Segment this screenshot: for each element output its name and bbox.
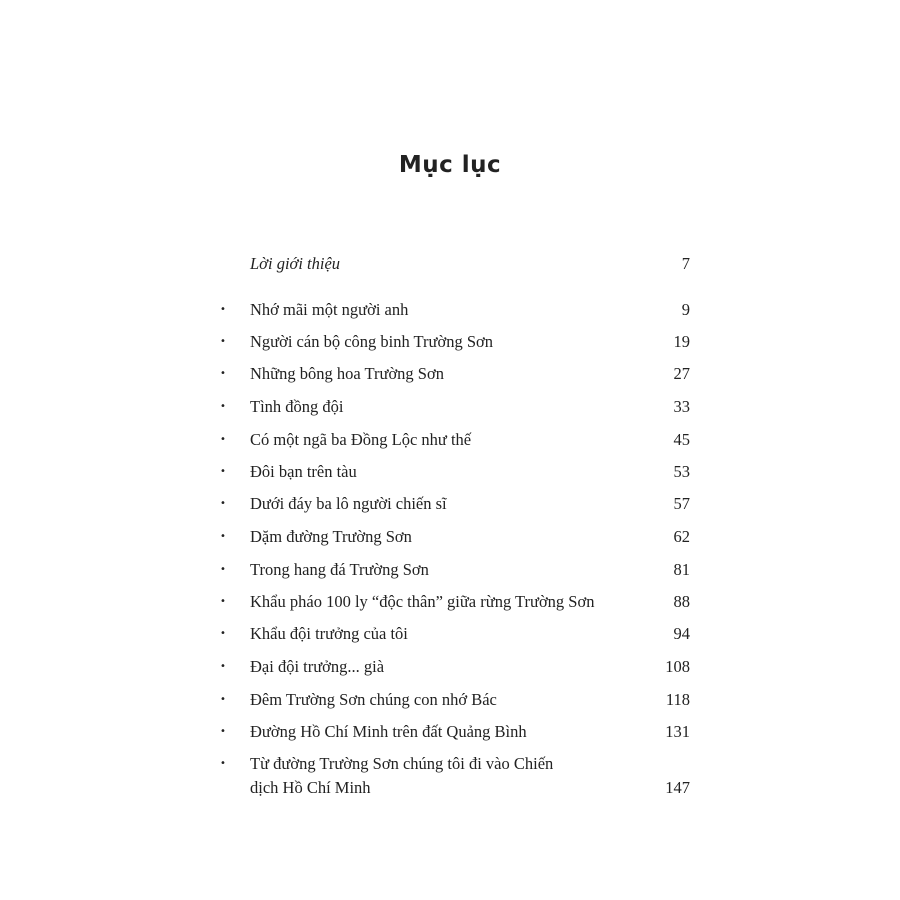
toc-entry-title: Đêm Trường Sơn chúng con nhớ Bác: [250, 690, 497, 709]
toc-entry-title: Khẩu đội trưởng của tôi: [250, 624, 408, 643]
toc-entry[interactable]: [220, 525, 690, 549]
toc-entry-page: 33: [673, 397, 690, 416]
toc-entry-title: Trong hang đá Trường Sơn: [250, 560, 429, 579]
toc-entry[interactable]: [220, 298, 690, 322]
toc-entry[interactable]: [220, 330, 690, 354]
toc-entry-page: 94: [673, 624, 690, 643]
toc-entry-page: 57: [673, 494, 690, 513]
toc-entry-page: 19: [673, 332, 690, 351]
toc-entry-page: 9: [681, 300, 690, 319]
bullet-icon: •: [220, 758, 226, 769]
toc-entry[interactable]: [220, 590, 690, 614]
toc-entry-page: 45: [673, 430, 690, 449]
toc-entry[interactable]: [220, 428, 690, 452]
bullet-icon: •: [220, 466, 226, 477]
toc-entry[interactable]: [220, 720, 690, 744]
toc-entry-page: 27: [673, 364, 690, 383]
toc-entry-page: 62: [673, 527, 690, 546]
bullet-icon: •: [220, 661, 226, 672]
toc-entry[interactable]: [220, 752, 690, 800]
bullet-icon: •: [220, 304, 226, 315]
bullet-icon: •: [220, 694, 226, 705]
toc-entry-title: Dặm đường Trường Sơn: [250, 527, 412, 546]
toc-entry[interactable]: [220, 622, 690, 646]
toc-entry-title: Người cán bộ công binh Trường Sơn: [250, 332, 493, 351]
toc-entry-title: Có một ngã ba Đồng Lộc như thế: [250, 430, 472, 449]
toc-entry-page: 131: [665, 722, 690, 741]
bullet-icon: •: [220, 401, 226, 412]
bullet-icon: •: [220, 434, 226, 445]
toc-entry-title: Nhớ mãi một người anh: [250, 300, 409, 319]
toc-entry-title: Đại đội trưởng... già: [250, 657, 385, 676]
bullet-icon: •: [220, 531, 226, 542]
bullet-icon: •: [220, 564, 226, 575]
toc-entry-title: Khẩu pháo 100 ly “độc thân” giữa rừng Trường Sơn: [250, 592, 595, 611]
toc-entry[interactable]: [220, 558, 690, 582]
toc-entry[interactable]: [220, 395, 690, 419]
toc-entry[interactable]: [220, 460, 690, 484]
toc-entry-title: Từ đường Trường Sơn chúng tôi đi vào Chiến dịch Hồ Chí Minh: [250, 754, 554, 797]
bullet-icon: •: [220, 336, 226, 347]
bullet-icon: •: [220, 368, 226, 379]
toc-entry-title: Những bông hoa Trường Sơn: [250, 364, 444, 383]
bullet-icon: •: [220, 596, 226, 607]
toc-entry-title: Dưới đáy ba lô người chiến sĩ: [250, 494, 447, 513]
toc-entry-page: 53: [673, 462, 690, 481]
toc-entry-page: 81: [673, 560, 690, 579]
bullet-icon: •: [220, 498, 226, 509]
toc-entry[interactable]: [220, 655, 690, 679]
toc-entry-page: 118: [665, 690, 690, 709]
bullet-icon: •: [220, 726, 226, 737]
toc-entry-page: 7: [681, 254, 690, 273]
page-title: Mục lục: [398, 152, 502, 178]
toc-entry[interactable]: [220, 492, 690, 516]
toc-entry-page: 108: [665, 657, 690, 676]
toc-entry-page: 88: [673, 592, 690, 611]
bullet-icon: •: [220, 628, 226, 639]
toc-entry-title: Đôi bạn trên tàu: [250, 462, 357, 481]
toc-entry[interactable]: [220, 362, 690, 386]
toc-entry[interactable]: [220, 688, 690, 712]
toc-entry-title: Lời giới thiệu: [250, 254, 341, 273]
toc-entry-title: Đường Hồ Chí Minh trên đất Quảng Bình: [250, 722, 527, 741]
toc-entry-page: 147: [665, 778, 690, 797]
toc-entry-intro[interactable]: [220, 252, 690, 276]
toc-entry-title: Tình đồng đội: [250, 397, 344, 416]
